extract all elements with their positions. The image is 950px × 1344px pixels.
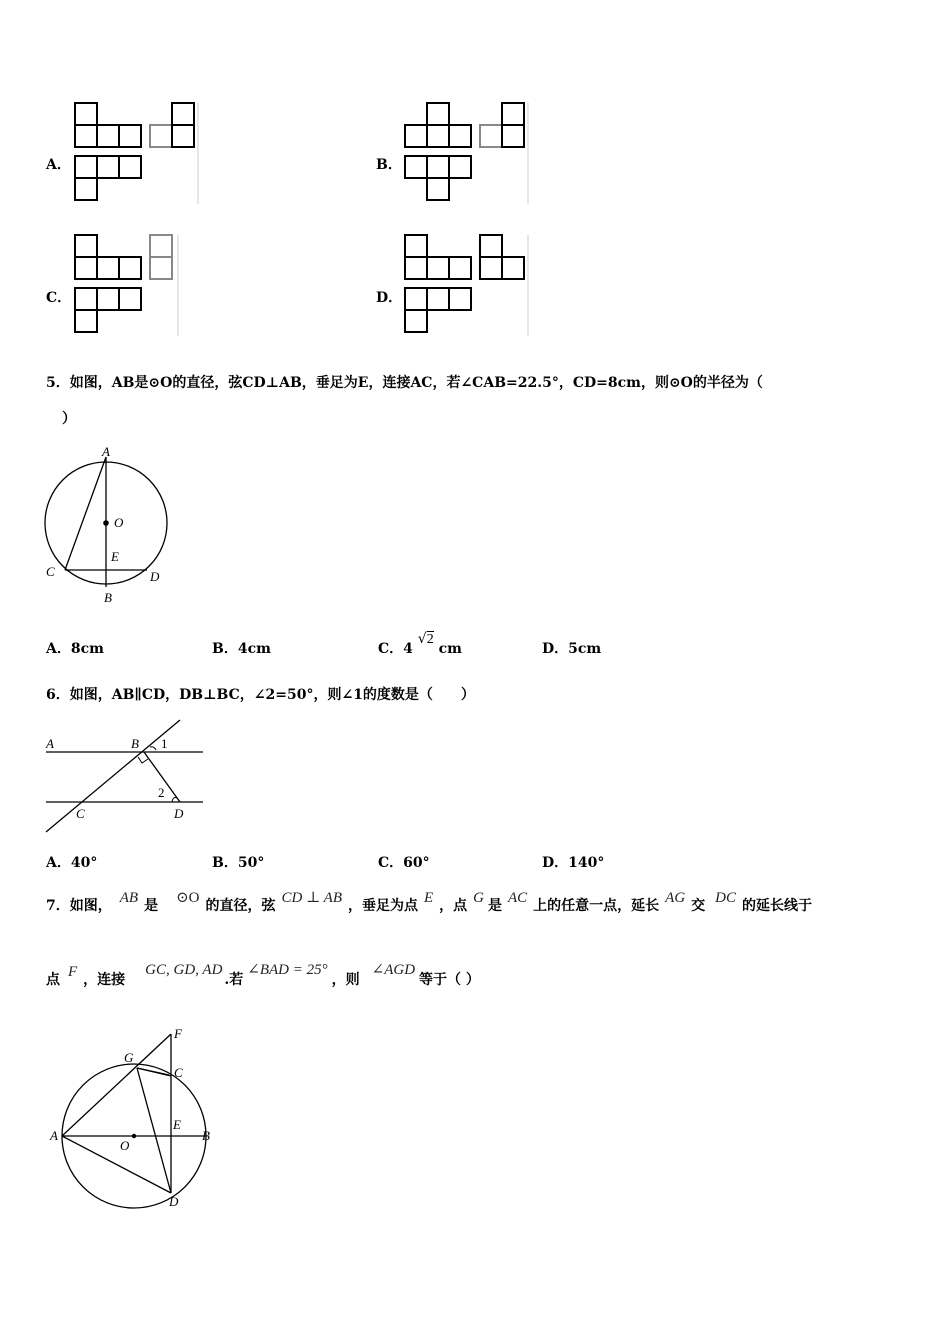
q7-label-g: G xyxy=(124,1050,134,1065)
q6-choice-c[interactable]: C．60° xyxy=(378,855,430,871)
q7-text-seg: 7．如图， xyxy=(46,898,112,914)
q6-choice-a[interactable]: A．40° xyxy=(46,855,98,871)
option-d-figure xyxy=(400,230,535,338)
q7-math-angle-agd: ∠AGD xyxy=(371,962,416,978)
option-c-label: C． xyxy=(46,290,72,306)
q7-text-seg: 等于（ ） xyxy=(419,972,480,988)
q7-text-seg: 点 xyxy=(46,972,60,988)
q7-label-b: B xyxy=(202,1128,210,1143)
q7-math-dc: DC xyxy=(715,890,737,906)
q7-text-seg: 的延长线于 xyxy=(742,898,813,914)
q7-text-seg: 的直径，弦 xyxy=(205,898,276,914)
q5-text-close-paren: ） xyxy=(62,411,76,427)
option-b-figure xyxy=(400,98,535,206)
q7-math-ab: AB xyxy=(119,890,139,906)
q5-choice-b[interactable]: B．4cm xyxy=(212,641,271,657)
q5-choice-a[interactable]: A．8cm xyxy=(46,641,104,657)
q5-text: 5．如图，AB是⊙O的直径，弦CD⊥AB，垂足为E，连接AC，若∠CAB=22.5°，CD=8cm，则⊙O的半径为（ xyxy=(46,375,763,391)
q5-figure xyxy=(40,444,175,608)
q7-text-seg: .若 xyxy=(224,972,244,988)
q7-label-o: O xyxy=(120,1138,130,1153)
q5-label-b: B xyxy=(104,590,112,605)
q7-label-f: F xyxy=(174,1026,182,1041)
q7-label-d: D xyxy=(169,1194,179,1209)
q6-label-d: D xyxy=(174,806,184,821)
q5-choice-d[interactable]: D．5cm xyxy=(542,641,602,657)
q5-choice-c-prefix: C．4 xyxy=(378,641,413,657)
q5-choice-c-unit: cm xyxy=(438,641,462,657)
q5-label-o: O xyxy=(114,515,124,530)
q7-math-f: F xyxy=(68,964,78,980)
q7-text-seg: 上的任意一点，延长 xyxy=(533,898,660,914)
q7-label-c: C xyxy=(174,1065,183,1080)
q7-label-e: E xyxy=(173,1117,181,1132)
q7-text-seg: ，则 xyxy=(331,972,360,988)
q7-label-a: A xyxy=(50,1128,58,1143)
q7-math-circle: ⊙O xyxy=(176,890,200,906)
q7-text-seg: 是 xyxy=(488,898,502,914)
q5-label-a: A xyxy=(102,444,110,459)
q5-choice-c-radicand: 2 xyxy=(426,632,434,647)
q6-figure xyxy=(40,714,210,838)
option-d-label: D． xyxy=(376,290,403,306)
q7-text-seg: 是 xyxy=(144,898,159,914)
q7-text-seg: ，垂足为点 xyxy=(347,898,418,914)
q7-text-seg: ，点 xyxy=(439,898,468,914)
option-a-figure xyxy=(70,98,205,206)
q6-text: 6．如图，AB∥CD，DB⊥BC，∠2=50°，则∠1的度数是（ ） xyxy=(46,687,475,703)
q6-label-c: C xyxy=(76,806,85,821)
q6-choice-b[interactable]: B．50° xyxy=(212,855,265,871)
option-c-figure xyxy=(70,230,185,338)
sqrt-symbol: √2 xyxy=(417,631,434,647)
q6-choice-d[interactable]: D．140° xyxy=(542,855,605,871)
q7-text-line2 xyxy=(46,960,480,1000)
q7-math-g: G xyxy=(473,890,484,906)
q7-math-angle-bad: ∠BAD = 25° xyxy=(247,962,328,978)
q7-text-line1 xyxy=(46,886,812,926)
q7-math-gc-gd-ad: GC, GD, AD xyxy=(145,962,223,978)
q7-math-cd-perp-ab: CD ⊥ AB xyxy=(281,890,342,906)
q7-math-e: E xyxy=(423,890,434,906)
q5-label-c: C xyxy=(46,564,55,579)
q7-text-seg: 交 xyxy=(691,898,706,914)
q7-text-seg: ，连接 xyxy=(83,972,126,988)
q6-label-b: B xyxy=(131,736,139,751)
q7-math-ag: AG xyxy=(665,890,686,906)
q5-choice-c[interactable] xyxy=(378,631,462,658)
q7-figure xyxy=(44,1018,224,1212)
option-a-label: A． xyxy=(46,157,71,173)
q6-label-2: 2 xyxy=(158,785,165,800)
q6-label-a: A xyxy=(46,736,54,751)
option-b-label: B． xyxy=(376,157,402,173)
q5-label-d: D xyxy=(150,569,160,584)
q7-math-ac-arc: AC xyxy=(508,890,528,906)
q6-label-1: 1 xyxy=(161,736,168,751)
q5-label-e: E xyxy=(111,549,119,564)
